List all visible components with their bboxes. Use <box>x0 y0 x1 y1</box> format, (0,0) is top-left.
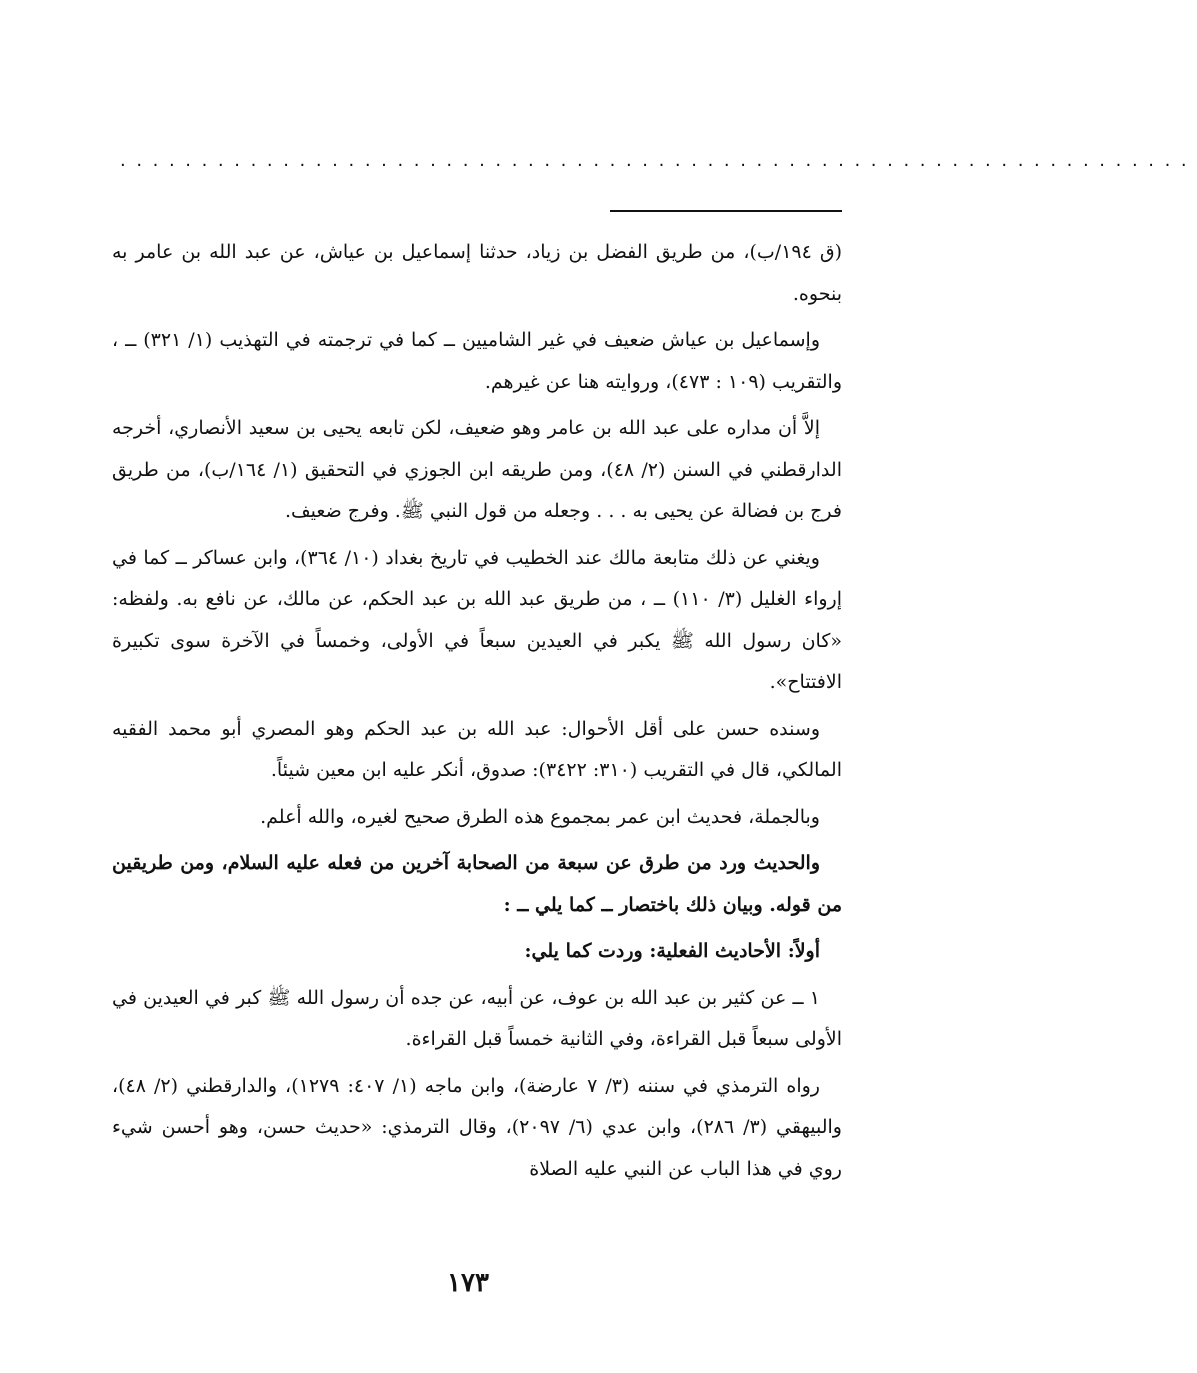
paragraph-4: ويغني عن ذلك متابعة مالك عند الخطيب في تاريخ بغداد (١٠/ ٣٦٤)، وابن عساكر ــ كما في إرواء الغليل (٣/ ١١٠) ــ ، من طريق عبد الله بن عبد الحكم، عن مالك، عن نافع به. ولفظه: «كان رسول الله ﷺ يكبر في العيدين سبعاً في الأولى، وخمساً في الآخرة سوى تكبيرة الافتتاح». <box>112 546 842 693</box>
paragraph-1: (ق ١٩٤/ب)، من طريق الفضل بن زياد، حدثنا إسماعيل بن عياش، عن عبد الله بن عامر به بنحوه. <box>112 241 843 305</box>
footnote-text <box>112 232 842 1195</box>
dotted-separator: .................................................................. <box>120 150 1197 171</box>
footnote-rule <box>610 210 842 212</box>
page-number: ١٧٣ <box>447 1268 489 1298</box>
paragraph-7: والحديث ورد من طرق عن سبعة من الصحابة آخرين من فعله عليه السلام، ومن طريقين من قوله. وبيان ذلك باختصار ــ كما يلي ــ : <box>112 852 842 916</box>
paragraph-10: رواه الترمذي في سننه (٣/ ٧ عارضة)، وابن ماجه (١/ ٤٠٧: ١٢٧٩)، والدارقطني (٢/ ٤٨)، والبيهقي (٣/ ٢٨٦)، وابن عدي (٦/ ٢٠٩٧)، وقال الترمذي: «حديث حسن، وهو أحسن شيء روي في هذا الباب عن النبي عليه الصلاة <box>112 1074 842 1180</box>
section-heading: أولاً: الأحاديث الفعلية: وردت كما يلي: <box>524 940 820 962</box>
paragraph-6: وبالجملة، فحديث ابن عمر بمجموع هذه الطرق صحيح لغيره، والله أعلم. <box>260 805 820 828</box>
paragraph-5: وسنده حسن على أقل الأحوال: عبد الله بن عبد الحكم وهو المصري أبو محمد الفقيه المالكي، قال في التقريب (٣١٠: ٣٤٢٢): صدوق، أنكر عليه ابن معين شيئاً. <box>112 717 842 781</box>
paragraph-9: ١ ــ عن كثير بن عبد الله بن عوف، عن أبيه، عن جده أن رسول الله ﷺ كبر في العيدين في الأولى سبعاً قبل القراءة، وفي الثانية خمساً قبل القراءة. <box>112 986 842 1050</box>
paragraph-2: وإسماعيل بن عياش ضعيف في غير الشاميين ــ كما في ترجمته في التهذيب (١/ ٣٢١) ــ ، والتقريب (١٠٩ : ٤٧٣)، وروايته هنا عن غيرهم. <box>112 329 842 393</box>
paragraph-3: إلاَّ أن مداره على عبد الله بن عامر وهو ضعيف، لكن تابعه يحيى بن سعيد الأنصاري، أخرجه الدارقطني في السنن (٢/ ٤٨)، ومن طريقه ابن الجوزي في التحقيق (١/ ١٦٤/ب)، من طريق فرج بن فضالة عن يحيى به . . . وجعله من قول النبي ﷺ. وفرج ضعيف. <box>112 417 842 522</box>
